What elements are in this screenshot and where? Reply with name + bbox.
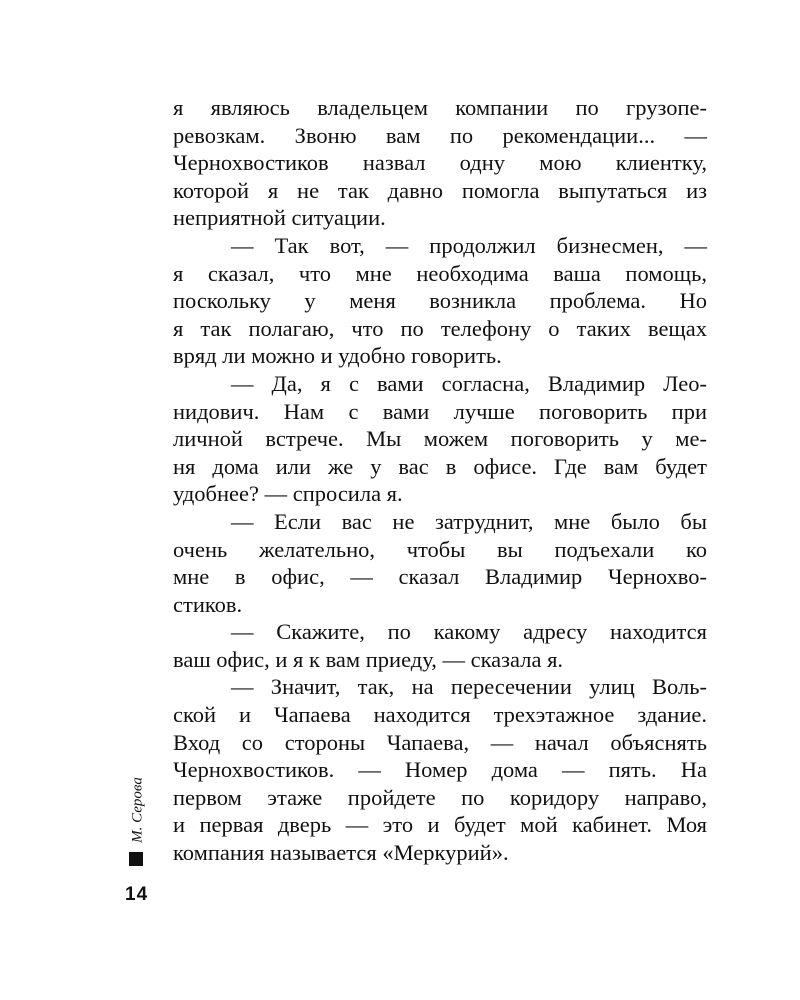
paragraph — [173, 508, 707, 618]
text-line: — Так вот, — продолжил бизнесмен, — — [231, 232, 707, 258]
text-line: — Значит, так, на пересечении улиц Воль- — [231, 674, 707, 700]
text-line: Чернохвостиков. — Номер дома — пять. На — [173, 757, 707, 783]
text-line: — Если вас не затруднит, мне было бы — [231, 508, 707, 534]
text-line: первом этаже пройдете по коридору направо, — [173, 784, 707, 810]
text-line: я являюсь владельцем компании по грузопе- — [173, 95, 707, 120]
paragraph — [173, 94, 707, 232]
text-line: стиков. — [173, 591, 243, 617]
text-line: — Да, я с вами согласна, Владимир Лео- — [231, 370, 707, 396]
text-line: которой я не так давно помогла выпутаться из — [173, 177, 707, 203]
text-line: ской и Чапаева находится трехэтажное здание. — [173, 702, 707, 728]
text-line: ваш офис, и я к вам приеду, — сказала я. — [173, 646, 564, 672]
text-line: я сказал, что мне необходима ваша помощь, — [173, 260, 707, 286]
paragraph — [173, 232, 707, 370]
text-line: Чернохвостиков назвал одну мою клиентку, — [173, 150, 707, 176]
text-line: — Скажите, по какому адресу находится — [231, 619, 707, 645]
text-line: поскольку у меня возникла проблема. Но — [173, 288, 707, 314]
author-name: М. Серова — [129, 777, 146, 843]
text-line: ревозкам. Звоню вам по рекомендации... — — [173, 122, 707, 148]
text-line: Вход со стороны Чапаева, — начал объяснять — [173, 729, 707, 755]
text-line: удобнее? — спросила я. — [173, 481, 403, 507]
running-head — [126, 775, 150, 845]
text-line: неприятной ситуации. — [173, 205, 386, 231]
paragraph — [173, 618, 707, 673]
text-line: нидович. Нам с вами лучше поговорить при — [173, 398, 707, 424]
text-line: мне в офис, — сказал Владимир Чернохво- — [173, 564, 707, 590]
text-line: очень желательно, чтобы вы подъехали ко — [173, 536, 707, 562]
text-line: я так полагаю, что по телефону о таких вещах — [173, 315, 707, 341]
text-line: личной встрече. Мы можем поговорить у ме- — [173, 426, 707, 452]
text-line: компания называется «Меркурий». — [173, 840, 509, 866]
text-line: вряд ли можно и удобно говорить. — [173, 343, 502, 369]
page-number: 14 — [125, 884, 149, 905]
text-line: ня дома или же у вас в офисе. Где вам будет — [173, 453, 707, 479]
body-text — [173, 94, 707, 867]
text-line: и первая дверь — это и будет мой кабинет. Моя — [173, 812, 707, 838]
page-marker-square — [129, 852, 143, 866]
paragraph — [173, 673, 707, 866]
paragraph — [173, 370, 707, 508]
